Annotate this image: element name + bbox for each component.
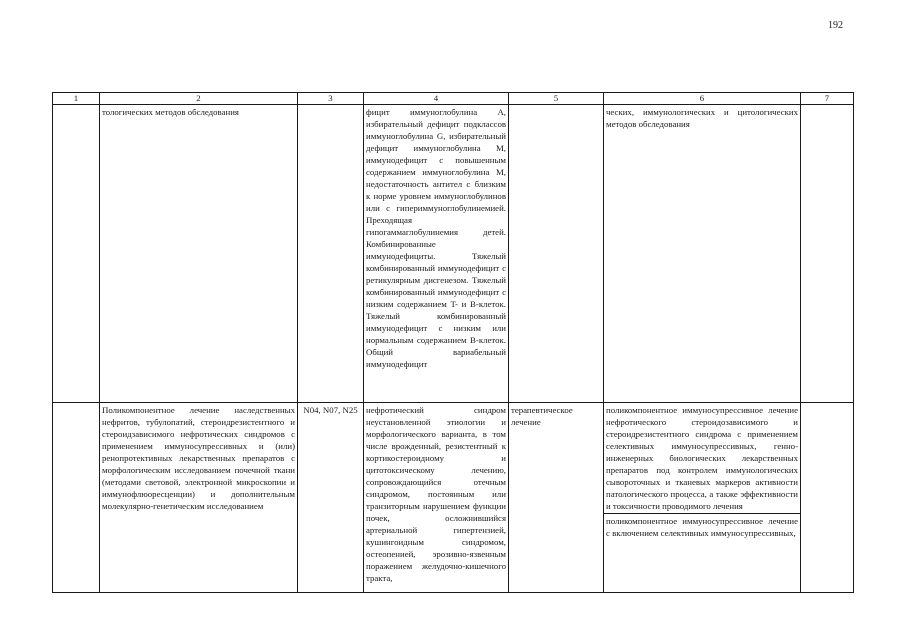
treatment-method-cell [604, 403, 801, 593]
cost-cell [801, 403, 854, 593]
treatment-method-item: поликомпонентное иммуносупрессивное лечение с включением селективных иммуносупрессивных, [604, 513, 800, 540]
cost-cell [801, 105, 854, 403]
column-header: 6 [604, 93, 801, 105]
column-header: 3 [298, 93, 364, 105]
patient-model-cell: фицит иммуноглобулина A, избирательный дефицит подклассов иммуноглобулина G, избирательный дефицит иммуноглобулина M, иммунодефицит с повышенным содержанием иммуноглобулина M, недостаточность антител с близким к норме уровнем иммуноглобулинов или с гипериммуноглобулинемией. Преходящая гипогаммаглобулинемия детей. Комбинированные иммунодефициты. Тяжелый комбинированный иммунодефицит с ретикулярным дисгенезом. Тяжелый комбинированный иммунодефицит с низким содержанием T- и B-клеток. Тяжелый комбинированный иммунодефицит с низким или нормальным содержанием B-клеток. Общий вариабельный иммунодефицит [364, 105, 509, 403]
row-number-cell [53, 403, 100, 593]
page-number: 192 [828, 20, 843, 31]
column-header: 1 [53, 93, 100, 105]
column-header: 7 [801, 93, 854, 105]
column-header: 5 [509, 93, 604, 105]
table-row [53, 403, 854, 593]
icd-code-cell [298, 105, 364, 403]
treatment-type-cell: терапевтическое лечение [509, 403, 604, 593]
treatment-type-cell [509, 105, 604, 403]
table-row [53, 105, 854, 403]
column-header: 2 [100, 93, 298, 105]
treatment-method-cell: ческих, иммунологических и цитологических методов обследования [604, 105, 801, 403]
patient-model-cell: нефротический синдром неустановленной этиологии и морфологического варианта, в том числе врожденный, резистентный к кортикостероидному и цитотоксическому лечению, сопровождающийся отечным синдромом, постоянным или транзиторным нарушением функции почек, осложнившийся артериальной гипертензией, кушингоидным синдромом, остеопенией, эрозивно-язвенным поражением желудочно-кишечного тракта, [364, 403, 509, 593]
row-number-cell [53, 105, 100, 403]
column-header: 4 [364, 93, 509, 105]
medical-care-table [52, 92, 854, 593]
treatment-method-item: поликомпонентное иммуносупрессивное лечение нефротического стероидозависимого и стероидрезистентного синдрома с применением селективных иммуносупрессивных, генно-инженерных биологических лекарственных препаратов под контролем иммунологических сывороточных и тканевых маркеров активности патологического процесса, а также эффективности и токсичности проводимого лечения [606, 405, 798, 511]
table-header-row [53, 93, 854, 105]
icd-code-cell: N04, N07, N25 [298, 403, 364, 593]
care-type-cell: тологических методов обследования [100, 105, 298, 403]
care-type-cell: Поликомпонентное лечение наследственных нефритов, тубулопатий, стероидрезистентного и стероидзависимого нефротических синдромов с применением иммуносупрессивных и (или) ренопротективных лекарственных препаратов с морфологическим исследованием почечной ткани (методами световой, электронной микроскопии и иммунофлюоресценции) и дополнительным молекулярно-генетическим исследованием [100, 403, 298, 593]
